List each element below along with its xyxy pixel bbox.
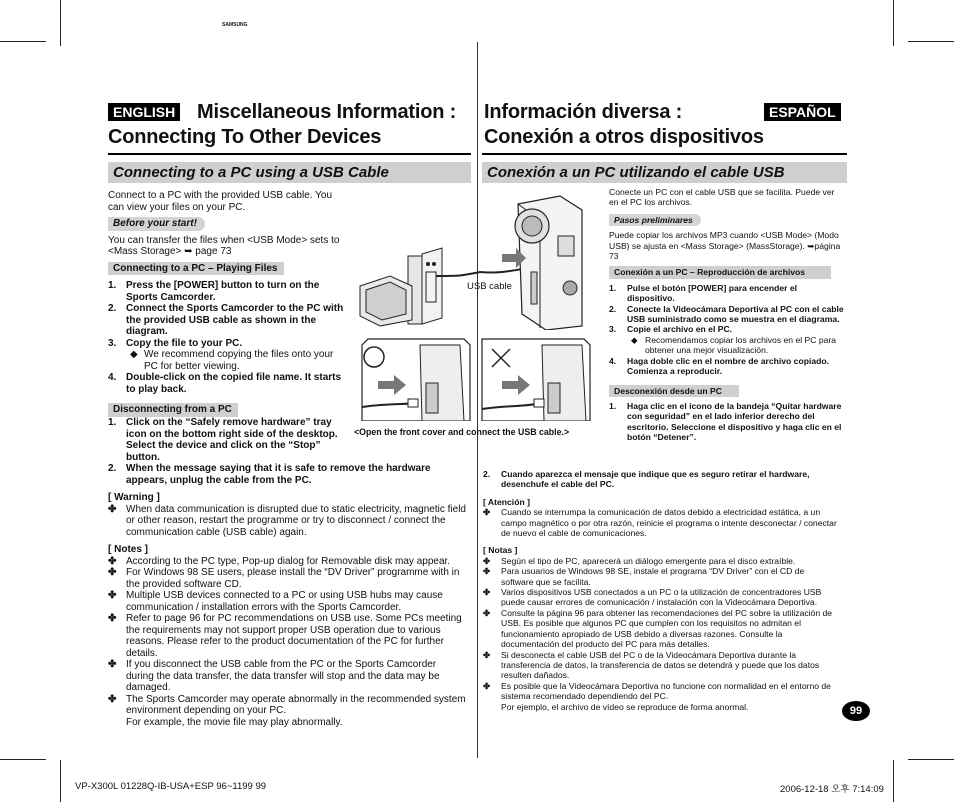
note-mark-icon: ✤ [483,555,491,566]
note-mark-icon: ✤ [108,613,117,624]
playing-files-heading: Connecting to a PC – Playing Files [108,262,284,276]
spanish-column-top [609,187,845,443]
note-mark-icon: ✤ [108,567,117,578]
before-start-text: You can transfer the files when <USB Mode> sets to <Mass Storage> ➥ page 73 [108,234,340,257]
crop-mark [0,41,46,42]
spanish-title-line2: Conexión a otros dispositivos [484,126,764,148]
monitor-icon [360,276,412,326]
list-item: 3. Copy the file to your PC. ◆ We recommend copying the files onto your PC for better viewing. [108,338,344,373]
incorrect-connection-frame [480,337,592,421]
list-item: 1. Pulse el botón [POWER] para encender el dispositivo. [609,282,797,304]
crop-mark [908,759,954,760]
english-disconnect-step1 [108,417,344,463]
step-sub-note: ◆ Recomendamos copiar los archivos en el PC para obtener una mejor visualización. [631,334,837,356]
list-item: ✤ Según el tipo de PC, aparecerá un diálogo emergente para el disco extraíble. [483,555,796,566]
warning-heading: [ Warning ] [108,492,160,503]
figure-caption: <Open the front cover and connect the USB cable.> [354,427,570,437]
list-item: 1. Press the [POWER] button to turn on the Sports Camcorder. [108,280,320,303]
note-mark-icon: ✤ [483,607,491,618]
disconnect-heading: Desconexión desde un PC [609,385,739,397]
usb-cable-label: USB cable [467,281,512,292]
notes-heading: [ Notas ] [483,545,518,556]
note-mark-icon: ✤ [108,503,117,515]
step-sub-note: ◆ We recommend copying the files onto your PC for better viewing. [130,349,334,372]
before-start-label: Pasos preliminares [609,214,701,226]
disconnect-heading: Disconnecting from a PC [108,403,238,417]
playing-steps [609,283,845,377]
pc-tower-icon [408,248,442,324]
english-title-line1: Miscellaneous Information : [197,101,457,123]
list-item: ✤ Para usuarios de Windows 98 SE, instale el programa “DV Driver” con el CD de software que se facilita. [483,566,805,587]
list-item: ✤ Es posible que la Videocámara Deportiva no funcione con normalidad en el entorno de sistema recomendado dependiendo del PC. [483,680,831,702]
spanish-lower [483,469,838,712]
crop-mark [0,759,46,760]
footer-right: 2006-12-18 오후 7:14:09 [780,784,884,795]
warning-heading: [ Atención ] [483,496,530,507]
notes-heading: [ Notes ] [108,544,148,555]
english-section-heading: Connecting to a PC using a USB Cable [108,162,471,183]
list-item: 1. Haga clic en el icono de la bandeja “Quitar hardware con seguridad” en el lado inferior derecho del escritorio. Seleccione el dispositivo y haga clic en el botón “Detener”. [609,400,842,443]
list-item: ✤ Si desconecta el cable USB del PC o de la Videocámara Deportiva durante la transferencia de datos, la transferencia de datos se detendrá y puede que los datos resulten dañados. [483,649,820,681]
lang-tag-english: ENGLISH [108,103,180,121]
crop-mark [893,0,894,46]
note-mark-icon: ✤ [483,587,491,598]
note-mark-icon: ✤ [108,659,117,670]
list-item: ✤ Refer to page 96 for PC recommendations on USB use. Some PCs meeting the requirements may not support proper USB operation due to various reasons. Please refer to the product documentation of the PC for further details. [108,613,462,659]
list-item: 2. Connect the Sports Camcorder to the PC with the provided USB cable as shown in the diagram. [108,303,344,337]
before-start-text: Puede copiar los archivos MP3 cuando <USB Mode> (Modo USB) se ajusta en <Mass Storage> (MassStorage). ➥página 73 [609,230,841,262]
list-item: ✤ According to the PC type, Pop-up dialog for Removable disk may appear. [108,555,451,567]
english-column-top [108,190,344,417]
list-item: ✤ Varios dispositivos USB conectados a un PC o la utilización de concentradores USB puede causar errores de comunicación / instalación con la Videocámara Deportiva. [483,587,822,608]
list-item: 4. Double-click on the copied file name. It starts to play back. [108,372,342,395]
title-rule [108,153,471,155]
pc-connection-diagram [350,190,600,330]
note-mark-icon: ✤ [108,693,117,705]
notes-tail: For example, the movie file may play abnormally. [126,716,343,728]
footer-left: VP-X300L 01228Q-IB-USA+ESP 96~1199 99 [75,781,267,792]
diamond-icon: ◆ [130,349,138,360]
column-divider [477,42,478,758]
list-item: ✤ If you disconnect the USB cable from the PC or the Sports Camcorder during the data transfer, the data transfer will stop and the data may be damaged. [108,659,440,693]
note-mark-icon: ✤ [108,555,117,567]
before-start-label: Before your start! [108,217,205,231]
list-item: ✤ Multiple USB devices connected to a PC or using USB hubs may cause communication / installation errors with the Sports Camcorder. [108,590,443,613]
list-item: 2. When the message saying that it is safe to remove the hardware appears, unplug the cable from the PC. [108,463,431,486]
diamond-icon: ◆ [631,334,638,345]
english-intro: Connect to a PC with the provided USB cable. You can view your files on your PC. [108,190,333,213]
title-rule [482,153,847,155]
note-mark-icon: ✤ [483,507,491,518]
notes-tail: Por ejemplo, el archivo de vídeo se reproduce de forma anormal. [501,701,749,712]
page-number: 99 [842,701,870,721]
lang-tag-spanish: ESPAÑOL [764,103,841,121]
list-item: ✤ Consulte la página 96 para obtener las recomendaciones del PC sobre la utilización de USB. Es posible que algunos PC que cumplen con los requisitos no admitan el funcionamiento apropiado de USB debido a diversas razones. Consulte la documentación del producto del PC para más detalles. [483,607,833,650]
spanish-title-line1: Información diversa : [484,101,683,123]
camera-brand: SAMSUNG [222,22,248,28]
list-item: 1. Click on the “Safely remove hardware” tray icon on the bottom right side of the desktop. Select the device and click on the “Stop” button. [108,417,338,463]
note-mark-icon: ✤ [108,590,117,601]
note-mark-icon: ✤ [483,566,491,577]
warning-text: ✤ When data communication is disrupted due to static electricity, magnetic field or other reason, restart the programme or try to disconnect / connect the communication cable (USB cable) again. [108,503,466,538]
playing-steps [108,280,344,395]
english-lower [108,463,466,728]
english-title-line2: Connecting To Other Devices [108,126,382,148]
list-item: 2. Cuando aparezca el mensaje que indique que es seguro retirar el hardware, desenchufe el cable del PC. [483,469,810,490]
usb-cable-line [436,272,480,276]
crop-mark [908,41,954,42]
list-item: 2. Conecte la Videocámara Deportiva al PC con el cable USB suministrado como se muestra en el diagrama. [609,303,844,325]
note-mark-icon: ✤ [483,680,491,691]
warning-text: ✤ Cuando se interrumpa la comunicación de datos debido a electricidad estática, a un campo magnético o por otra razón, reinicie el programa o intente desconectar / conectar de nuevo el cable de comunicaciones. [483,507,837,539]
correct-connection-frame [360,337,472,421]
note-mark-icon: ✤ [483,649,491,660]
crop-mark [60,760,61,802]
crop-mark [60,0,61,46]
list-item: 3. Copie el archivo en el PC. ◆ Recomendamos copiar los archivos en el PC para obtener una mejor visualización. [609,324,845,355]
playing-files-heading: Conexión a un PC – Reproducción de archivos [609,266,831,278]
list-item: ✤ The Sports Camcorder may operate abnormally in the recommended system environment depending on your PC. [108,693,466,716]
list-item: ✤ For Windows 98 SE users, please install the “DV Driver” programme with in the provided software CD. [108,567,460,590]
camcorder-icon [515,196,582,330]
crop-mark [893,760,894,802]
spanish-section-heading: Conexión a un PC utilizando el cable USB [482,162,847,183]
list-item: 4. Haga doble clic en el nombre de archivo copiado. Comienza a reproducir. [609,355,830,377]
spanish-intro: Conecte un PC con el cable USB que se facilita. Puede ver en el PC los archivos. [609,187,835,208]
